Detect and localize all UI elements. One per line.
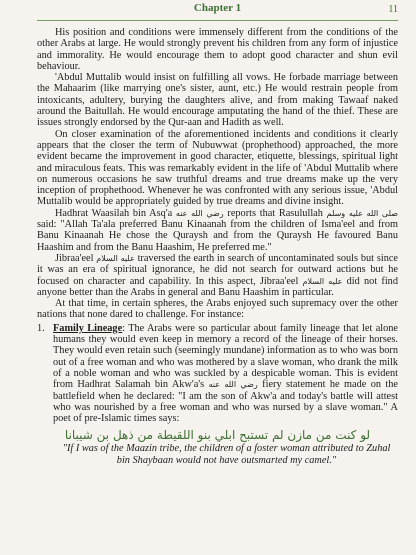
body-text xyxy=(37,21,398,466)
paragraph-intro: At that time, in certain spheres, the Arabs enjoyed such supremacy over the other nations that none dared to challenge. For instance: xyxy=(37,298,398,321)
running-header xyxy=(37,0,398,21)
paragraph-hadith xyxy=(37,208,398,253)
paragraph-vows: 'Abdul Muttalib would insist on fulfilling all vows. He forbade marriage between the Mahaarim (like marrying one's sister, aunt, etc.) He would restrain people from intoxicants, adultery, burying the daughters alive, and from making Tawaaf naked around the Baitullah. He would encourage amputating the hand of the thief. These are issues strongly endorsed by the Qur-aan and Hadith as well. xyxy=(37,72,398,129)
honorific-alaihis-salaam-glyph-2: عليه السلام xyxy=(302,276,343,286)
paragraph-examination: On closer examination of the aforementioned incidents and conditions it clearly appears that the closer the term of Nubuwwat (prophethood) approached, the more evident became the improvement in good character, etiquette, blessings, spiritual light and miraculous feats. This was remarkably evident in the life of 'Abdul Muttalib where on numerous occasions he saw truthful dreams and true dreams make up the very inception of prophethood. Whenever he was confronted with any serious issue, 'Abdul Muttalib would be appropriately guided by true dreams and divine insight. xyxy=(37,128,398,208)
chapter-label: Chapter 1 xyxy=(193,2,242,14)
hadith-end: said: "Allah Ta'ala preferred Banu Kinaanah from the children of Isma'eel and from Banu Kinaanah He chose the Quraysh and from the Quraysh He favoured Banu Haashim and from the Banu Haashim, He preferred me." xyxy=(37,219,398,253)
list-number: 1. xyxy=(37,322,45,334)
page-number: 11 xyxy=(388,4,398,15)
hadith-lead: Hadhrat Waasilah bin Asq'a xyxy=(55,207,173,219)
hadith-mid: reports that Rasulullah xyxy=(227,207,323,219)
jibraeel-end: did not find anyone better than the Arabs in general and Banu Haashim in particular. xyxy=(37,275,398,298)
paragraph-jibraeel xyxy=(37,253,398,298)
list-term: Family Lineage xyxy=(53,322,123,334)
paragraph-position: His position and conditions were immensely different from the conditions of the other Arabs at large. He would strongly prevent his children from any form of injustice and immorality. He would encourage them to adopt good character and shun evil behaviour. xyxy=(37,27,398,72)
list-text-b: fiery statement he made on the battlefield when he declared: "I am the son of Akw'a and today's battle will attest who was nourished by a free woman and who was nursed by a slave woman." A poet of pre-Islamic times says: xyxy=(53,379,399,425)
poem-arabic: لو كنت من مازن لم تستبح ابلي بنو اللقيطة من ذهل بن شيبانا xyxy=(64,428,371,443)
honorific-radhiyallahu-glyph: رضي الله عنه xyxy=(175,208,224,218)
list-text-a: : The Arabs were so particular about family lineage that let alone humans they would even keep in memory a record of the lineage of their horses. They would even retain such (seemingly mundane) information as to who was born out of a free woman and who was mothered by a slave woman, who drank the milk of a noble woman and who was suckled by a despicable woman. This is evident from Hadhrat Salamah bin Akw'a's xyxy=(53,322,398,391)
jibraeel-mid: traversed the earth in search of uncontaminated souls but since it was an era of spiritual ignorance, he did not search for outward actions but he focused on character and capability. In this aspect, Jibraa'eel xyxy=(37,252,398,287)
honorific-alaihis-salaam-glyph: عليه السلام xyxy=(96,253,135,263)
list-body xyxy=(53,323,398,425)
list-item-family-lineage xyxy=(37,323,398,425)
jibraeel-lead: Jibraa'eel xyxy=(55,252,94,264)
poem-translation: "If I was of the Maazin tribe, the children of a foster woman attributed to Zuhal bin Shaybaan would not have outsmarted my camel." xyxy=(62,443,391,466)
honorific-radhiyallahu-glyph-2: رضي الله عنه xyxy=(208,380,258,390)
honorific-sallallahu-glyph: صلى الله عليه وسلم xyxy=(326,208,399,218)
